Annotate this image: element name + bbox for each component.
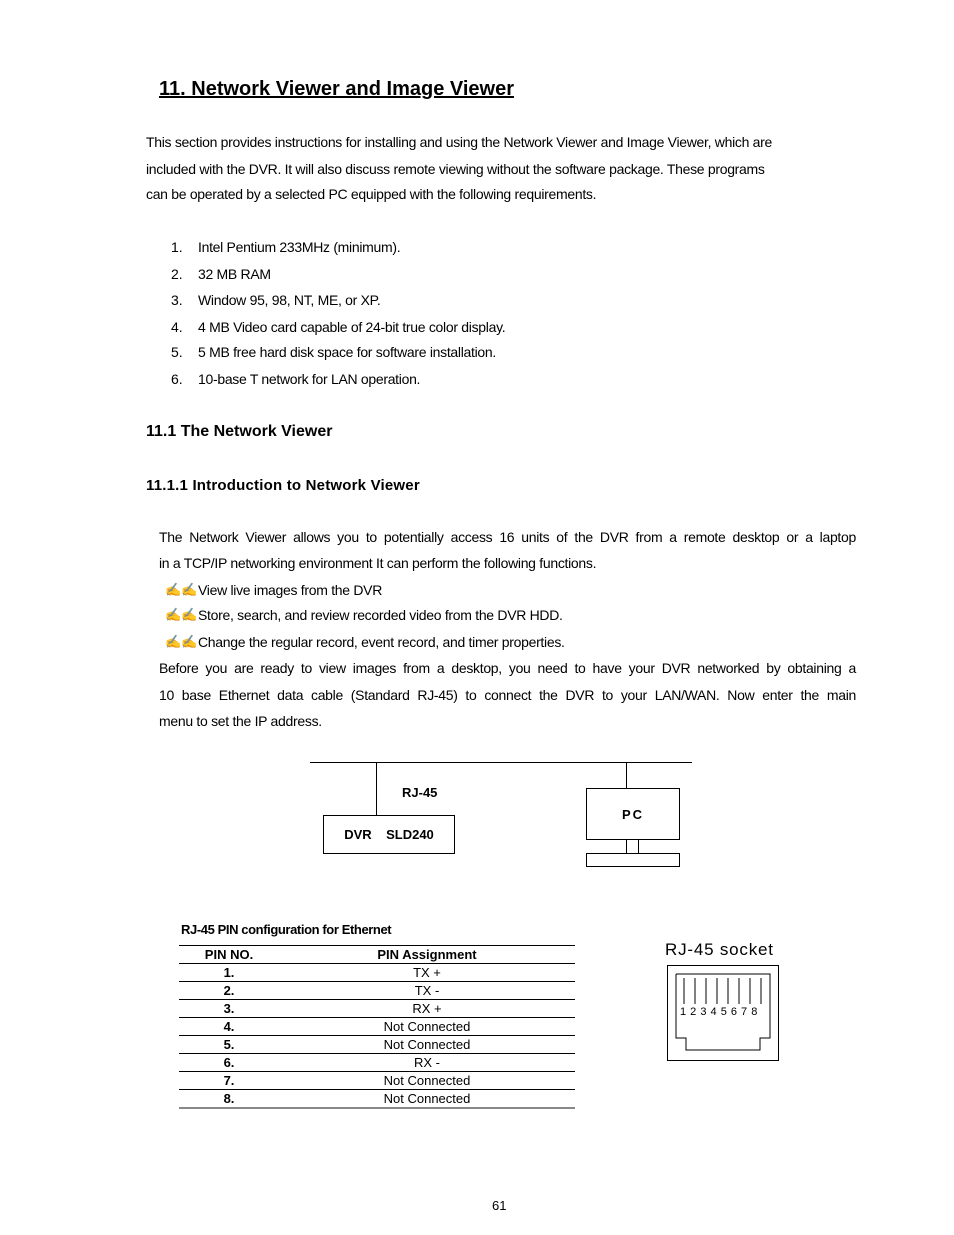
writing-hand-icon: ✍✍ — [165, 582, 198, 597]
instruction-line: 10 base Ethernet data cable (Standard RJ-45) to connect the DVR to your LAN/WAN. Now enter the main — [159, 687, 856, 703]
table-row — [179, 1018, 575, 1036]
list-item: Intel Pentium 233MHz (minimum). — [198, 239, 401, 255]
pin-assignment: Not Connected — [383, 1091, 471, 1106]
page-number: 61 — [492, 1198, 507, 1213]
table-row — [179, 1054, 575, 1072]
subsection-heading: 11.1.1 Introduction to Network Viewer — [146, 477, 420, 494]
list-number: 2. — [171, 266, 183, 282]
list-item: Change the regular record, event record, and timer properties. — [198, 634, 565, 650]
dvr-cable-line — [376, 762, 377, 815]
table-row — [179, 964, 575, 982]
table-row — [179, 1090, 575, 1109]
intro-line: This section provides instructions for installing and using the Network Viewer and Image Viewer, which are — [146, 134, 773, 150]
intro2-line: The Network Viewer allows you to potentially access 16 units of the DVR from a remote desktop or a laptop — [159, 529, 856, 545]
pin-number: 7. — [223, 1073, 235, 1088]
writing-hand-icon: ✍✍ — [165, 634, 198, 649]
list-number: 1. — [171, 239, 183, 255]
pin-number: 3. — [223, 1001, 235, 1016]
pc-cable-line — [626, 762, 627, 788]
socket-title: RJ-45 socket — [665, 940, 774, 959]
writing-hand-icon: ✍✍ — [165, 607, 198, 622]
pc-stand-left — [626, 840, 627, 854]
pc-keyboard — [586, 853, 680, 867]
pin-assignment: RX + — [412, 1001, 442, 1016]
instruction-line: Before you are ready to view images from a desktop, you need to have your DVR networked by obtaining a — [159, 660, 856, 676]
table-title: RJ-45 PIN configuration for Ethernet — [181, 922, 392, 937]
pc-stand-right — [638, 840, 639, 854]
pin-assignment: Not Connected — [383, 1019, 471, 1034]
pin-assignment: RX - — [414, 1055, 440, 1070]
rj45-socket-icon — [667, 965, 779, 1061]
column-header: PIN NO. — [179, 946, 279, 964]
pc-monitor — [586, 788, 680, 840]
intro-line: can be operated by a selected PC equipped with the following requirements. — [146, 186, 597, 202]
table-row — [179, 1072, 575, 1090]
list-item: 5 MB free hard disk space for software installation. — [198, 344, 496, 360]
cable-label: RJ-45 — [402, 785, 438, 800]
pin-number: 6. — [223, 1055, 235, 1070]
pin-assignment: TX + — [413, 965, 441, 980]
page-title: 11. Network Viewer and Image Viewer — [159, 78, 514, 100]
column-header: PIN Assignment — [279, 946, 575, 964]
list-number: 5. — [171, 344, 183, 360]
list-item: Window 95, 98, NT, ME, or XP. — [198, 292, 381, 308]
pc-label: PC — [621, 806, 645, 822]
instruction-line: menu to set the IP address. — [159, 713, 322, 729]
pin-number: 4. — [223, 1019, 235, 1034]
list-number: 3. — [171, 292, 183, 308]
dvr-label: DVR SLD240 — [344, 827, 434, 842]
table-row — [179, 1036, 575, 1054]
intro-line: included with the DVR. It will also discuss remote viewing without the software package. These programs — [146, 161, 765, 177]
list-item: 10-base T network for LAN operation. — [198, 371, 421, 387]
pin-table — [179, 945, 575, 1109]
table-header-row — [179, 946, 575, 964]
list-number: 6. — [171, 371, 183, 387]
section-heading: 11.1 The Network Viewer — [146, 423, 333, 440]
dvr-box — [323, 815, 455, 854]
list-item: 4 MB Video card capable of 24-bit true color display. — [198, 319, 506, 335]
network-bus-line — [310, 762, 692, 763]
table-row — [179, 1000, 575, 1018]
pin-number: 1. — [223, 965, 235, 980]
pin-number: 2. — [223, 983, 235, 998]
list-item: View live images from the DVR — [198, 582, 382, 598]
intro2-line: in a TCP/IP networking environment It can perform the following functions. — [159, 555, 597, 571]
list-item: Store, search, and review recorded video from the DVR HDD. — [198, 607, 563, 623]
list-item: 32 MB RAM — [198, 266, 271, 282]
list-number: 4. — [171, 319, 183, 335]
pin-number: 8. — [223, 1091, 235, 1106]
table-row — [179, 982, 575, 1000]
pin-assignment: Not Connected — [383, 1037, 471, 1052]
pin-number: 5. — [223, 1037, 235, 1052]
pin-assignment: Not Connected — [383, 1073, 471, 1088]
socket-pin-numbers: 1 2 3 4 5 6 7 8 — [680, 1006, 758, 1018]
pin-assignment: TX - — [414, 983, 440, 998]
